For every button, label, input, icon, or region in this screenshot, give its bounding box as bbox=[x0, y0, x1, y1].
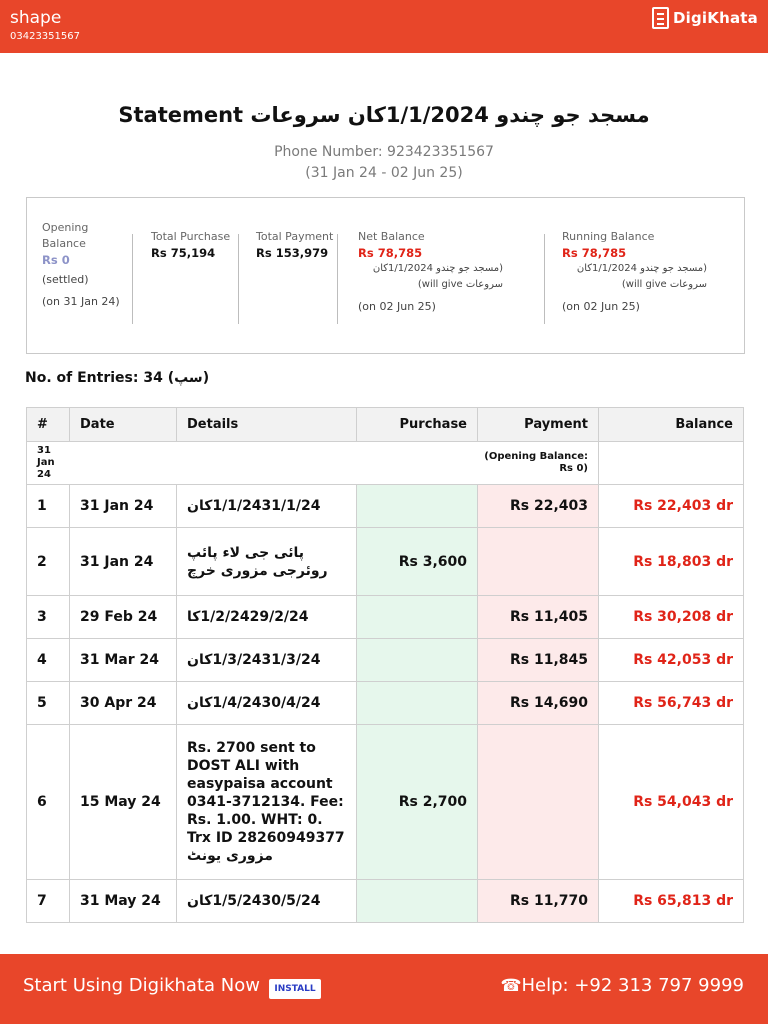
cell-date: 31 Jan 24 bbox=[70, 528, 177, 596]
opening-balance-label: Opening Balance bbox=[42, 221, 89, 250]
cell-num: 3 bbox=[27, 596, 70, 639]
running-balance bbox=[562, 229, 742, 315]
header-details: Details bbox=[177, 408, 357, 442]
footer-bar bbox=[0, 954, 768, 1024]
help-text: Help: +92 313 797 9999 bbox=[521, 975, 744, 996]
cell-payment: Rs 11,770 bbox=[478, 880, 599, 923]
cell-purchase bbox=[357, 596, 478, 639]
opening-balance-status: (settled) bbox=[42, 273, 89, 286]
cell-num: 7 bbox=[27, 880, 70, 923]
total-payment-label: Total Payment bbox=[256, 230, 334, 243]
cell-payment: Rs 11,405 bbox=[478, 596, 599, 639]
running-balance-note: (مسجد جو چندو 1/1/2024کان سروعات will give) bbox=[576, 263, 707, 290]
total-purchase-value: Rs 75,194 bbox=[151, 246, 216, 260]
brand-logo bbox=[652, 7, 758, 29]
running-balance-date: (on 02 Jun 25) bbox=[562, 300, 640, 313]
cell-num: 6 bbox=[27, 725, 70, 880]
table-row bbox=[27, 528, 744, 596]
total-payment bbox=[256, 229, 336, 261]
cell-details: 1/5/2430/5/24کان bbox=[177, 880, 357, 923]
opening-balance-value: Rs 0 bbox=[42, 253, 70, 267]
cell-purchase bbox=[357, 880, 478, 923]
cell-balance: Rs 56,743 dr bbox=[599, 682, 744, 725]
ledger-table bbox=[26, 407, 744, 923]
opening-balance-date: (on 31 Jan 24) bbox=[42, 295, 120, 308]
cell-date: 31 Jan 24 bbox=[70, 485, 177, 528]
cell-payment bbox=[478, 528, 599, 596]
cell-purchase bbox=[357, 682, 478, 725]
cell-num: 4 bbox=[27, 639, 70, 682]
cell-details: 1/3/2431/3/24کان bbox=[177, 639, 357, 682]
summary-divider bbox=[337, 234, 338, 324]
table-header-row bbox=[27, 408, 744, 442]
summary-divider bbox=[544, 234, 545, 324]
table-row bbox=[27, 596, 744, 639]
summary-divider bbox=[238, 234, 239, 324]
brand-name: DigiKhata bbox=[673, 9, 758, 27]
net-balance-label: Net Balance bbox=[358, 230, 425, 243]
install-button[interactable]: INSTALL bbox=[269, 979, 321, 999]
cell-details: پائی جی لاء پائپ روئرجی مزوری خرچ bbox=[177, 528, 357, 596]
business-name: shape bbox=[10, 8, 62, 28]
help-link[interactable] bbox=[501, 974, 745, 998]
cell-purchase: Rs 2,700 bbox=[357, 725, 478, 880]
cell-num: 2 bbox=[27, 528, 70, 596]
opening-row-balance bbox=[599, 442, 744, 485]
cell-balance: Rs 54,043 dr bbox=[599, 725, 744, 880]
opening-row-details bbox=[70, 442, 599, 485]
cell-payment: Rs 11,845 bbox=[478, 639, 599, 682]
phone-icon bbox=[501, 978, 517, 994]
summary-box bbox=[26, 197, 745, 354]
table-row bbox=[27, 725, 744, 880]
total-payment-value: Rs 153,979 bbox=[256, 246, 329, 260]
cell-details: Rs. 2700 sent to DOST ALI with easypaisa account 0341-3712134. Fee: Rs. 1.00. WHT: 0. Trx ID 28260949377 مزوری یونٹ bbox=[177, 725, 357, 880]
net-balance-note: (مسجد جو چندو 1/1/2024کان سروعات will give) bbox=[372, 263, 503, 290]
cell-purchase bbox=[357, 639, 478, 682]
statement-title: مسجد جو چندو 1/1/2024کان سروعات Statement bbox=[118, 103, 650, 127]
opening-row-date-text: 31 Jan 24 bbox=[37, 445, 55, 480]
header-date: Date bbox=[70, 408, 177, 442]
cell-balance: Rs 65,813 dr bbox=[599, 880, 744, 923]
cell-date: 29 Feb 24 bbox=[70, 596, 177, 639]
summary-divider bbox=[132, 234, 133, 324]
header-balance: Balance bbox=[599, 408, 744, 442]
total-purchase-label: Total Purchase bbox=[151, 230, 231, 243]
cell-date: 15 May 24 bbox=[70, 725, 177, 880]
statement-phone: Phone Number: 923423351567 bbox=[274, 144, 494, 160]
cell-num: 1 bbox=[27, 485, 70, 528]
cell-date: 30 Apr 24 bbox=[70, 682, 177, 725]
cell-balance: Rs 42,053 dr bbox=[599, 639, 744, 682]
cell-purchase bbox=[357, 485, 478, 528]
cell-date: 31 Mar 24 bbox=[70, 639, 177, 682]
net-balance bbox=[358, 229, 538, 315]
business-phone: 03423351567 bbox=[10, 31, 80, 42]
cell-num: 5 bbox=[27, 682, 70, 725]
cell-payment: Rs 22,403 bbox=[478, 485, 599, 528]
table-row bbox=[27, 485, 744, 528]
entries-count: No. of Entries: 34 (سپ) bbox=[25, 370, 210, 386]
cell-payment bbox=[478, 725, 599, 880]
ledger-book-icon bbox=[652, 7, 669, 29]
header-bar bbox=[0, 0, 768, 53]
running-balance-label: Running Balance bbox=[562, 230, 655, 243]
footer-cta[interactable]: Start Using Digikhata Now bbox=[23, 975, 260, 996]
header-num: # bbox=[27, 408, 70, 442]
cell-date: 31 May 24 bbox=[70, 880, 177, 923]
opening-balance-row bbox=[27, 442, 744, 485]
table-row bbox=[27, 682, 744, 725]
cell-balance: Rs 22,403 dr bbox=[599, 485, 744, 528]
cell-details: 1/1/2431/1/24کان bbox=[177, 485, 357, 528]
cell-balance: Rs 30,208 dr bbox=[599, 596, 744, 639]
cell-details: 1/2/2429/2/24کا bbox=[177, 596, 357, 639]
cell-details: 1/4/2430/4/24کان bbox=[177, 682, 357, 725]
cell-purchase: Rs 3,600 bbox=[357, 528, 478, 596]
running-balance-value: Rs 78,785 bbox=[562, 246, 627, 260]
table-row bbox=[27, 639, 744, 682]
net-balance-date: (on 02 Jun 25) bbox=[358, 300, 436, 313]
header-purchase: Purchase bbox=[357, 408, 478, 442]
total-purchase bbox=[151, 229, 231, 261]
opening-row-details-text: (Opening Balance: Rs 0) bbox=[484, 451, 588, 474]
header-payment: Payment bbox=[478, 408, 599, 442]
cell-balance: Rs 18,803 dr bbox=[599, 528, 744, 596]
opening-row-date bbox=[27, 442, 70, 485]
opening-balance bbox=[42, 220, 122, 310]
net-balance-value: Rs 78,785 bbox=[358, 246, 423, 260]
cell-payment: Rs 14,690 bbox=[478, 682, 599, 725]
statement-period: (31 Jan 24 - 02 Jun 25) bbox=[305, 165, 463, 181]
table-row bbox=[27, 880, 744, 923]
